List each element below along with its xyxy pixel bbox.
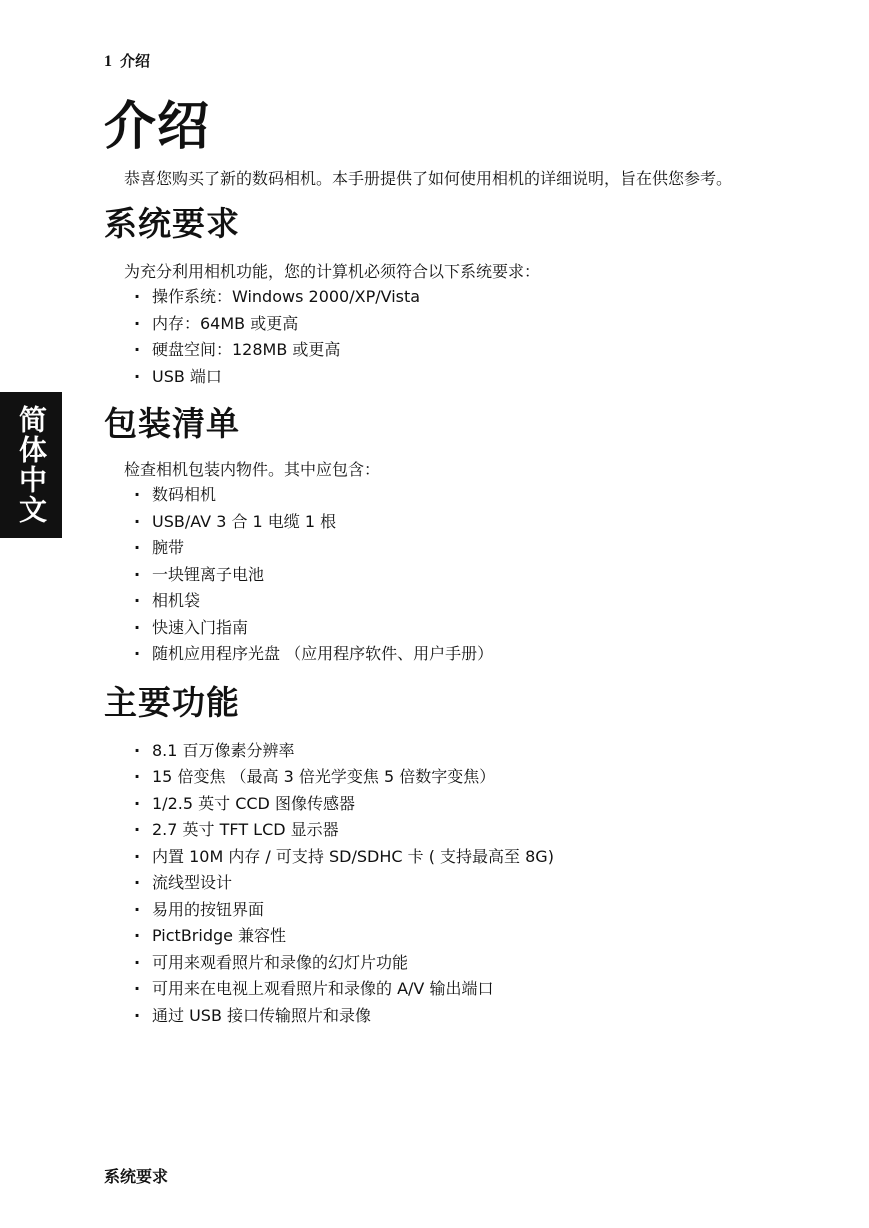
page-content	[104, 92, 784, 1029]
package-contents-intro: 检查相机包装内物件。其中应包含：	[124, 460, 381, 479]
intro-paragraph: 恭喜您购买了新的数码相机。本手册提供了如何使用相机的详细说明，旨在供您参考。	[124, 169, 733, 188]
section-title-main-features: 主要功能	[104, 682, 240, 722]
package-contents-list	[104, 482, 784, 668]
page-title: 介绍	[104, 97, 211, 157]
list-item: · 操作系统：Windows 2000/XP/Vista	[134, 284, 784, 311]
section-title-package-contents: 包装清单	[104, 404, 240, 443]
list-item: · 8.1 百万像素分辨率	[134, 738, 784, 765]
list-item: · 内置 10M 内存 / 可支持 SD/SDHC 卡 ( 支持最高至 8G)	[134, 844, 784, 871]
list-item: · 可用来观看照片和录像的幻灯片功能	[134, 950, 784, 977]
list-item: · 内存：64MB 或更高	[134, 311, 784, 338]
list-item: · 腕带	[134, 535, 784, 562]
language-tab-label: 简体中文	[15, 405, 48, 525]
list-item: · 流线型设计	[134, 870, 784, 897]
list-item: · 通过 USB 接口传输照片和录像	[134, 1003, 784, 1030]
list-item: · 相机袋	[134, 588, 784, 615]
list-item: · 随机应用程序光盘 （应用程序软件、用户手册）	[134, 641, 784, 668]
list-item: · 一块锂离子电池	[134, 562, 784, 589]
list-item: · 15 倍变焦 （最高 3 倍光学变焦 5 倍数字变焦）	[134, 764, 784, 791]
list-item: · 可用来在电视上观看照片和录像的 A/V 输出端口	[134, 976, 784, 1003]
section-title-system-requirements: 系统要求	[104, 204, 240, 243]
running-header	[104, 50, 150, 71]
page-number: 1	[104, 53, 112, 70]
system-requirements-intro: 为充分利用相机功能，您的计算机必须符合以下系统要求：	[124, 262, 541, 281]
list-item: · 2.7 英寸 TFT LCD 显示器	[134, 817, 784, 844]
main-features-list	[104, 738, 784, 1030]
list-item: · 快速入门指南	[134, 615, 784, 642]
list-item: · PictBridge 兼容性	[134, 923, 784, 950]
language-tab	[0, 392, 62, 538]
list-item: · USB 端口	[134, 364, 784, 391]
list-item: · 易用的按钮界面	[134, 897, 784, 924]
list-item: · 硬盘空间：128MB 或更高	[134, 337, 784, 364]
list-item: · 数码相机	[134, 482, 784, 509]
list-item: · USB/AV 3 合 1 电缆 1 根	[134, 509, 784, 536]
system-requirements-list	[104, 284, 784, 390]
running-footer: 系统要求	[104, 1167, 169, 1186]
list-item: · 1/2.5 英寸 CCD 图像传感器	[134, 791, 784, 818]
chapter-name: 介绍	[120, 52, 151, 70]
